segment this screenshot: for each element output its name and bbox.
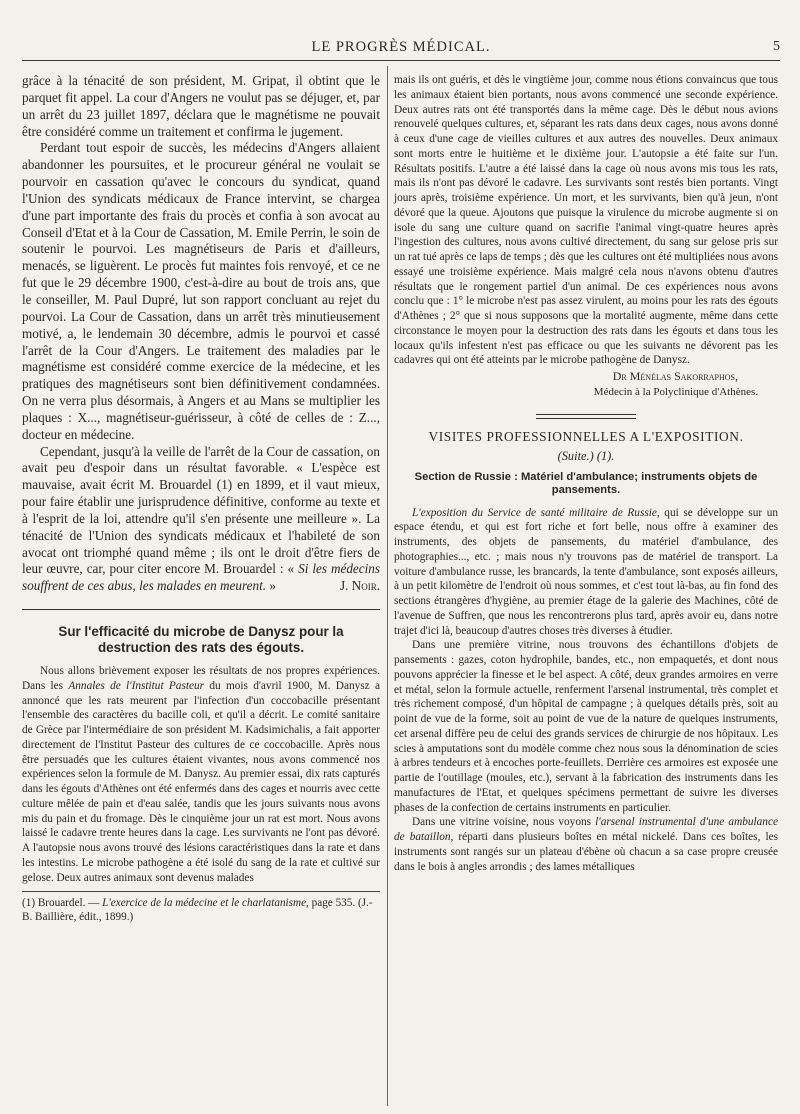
- footnote-separator: [22, 891, 380, 892]
- paragraph: mais ils ont guéris, et dès le vingtième jour, comme nous étions convaincus que tous les animaux étaient bien portants, nous avons commencé une seconde expérience. Deux autres rats ont été transportés dans la même cage. Dès le début nous avions renouvelé quelques cultures, et, séparant les rats dans deux cages, nous avons donné à ceux d'une cage de vieilles cultures et aux autres des nouvelles. Deux animaux sont morts entre le huitième et le dixième jour. L'autopsie a été faite sur l'un. Résultats positifs. L'autre a été laissé dans la cage où nous avons mis tous les rats, mais ils n'ont pas dévoré le cadavre. Les survivants sont restés bien portants. Vingt jours après, troisième expérience. Un mort, et les survivants, bien qu'à jeun, n'ont dévoré que la queue. Ajoutons que puisque la virulence du microbe augmente si on isole du sang une culture quand on sacrifie l'animal vingt-quatre heures après l'ingestion des cultures, nous avons cultivé directement, du sang sur gelose pris sur un rat tué après ce laps de temps ; dès que les cultures ont été multipliées nous avons essayé une troisième expérience. Mais malgré cela nous n'avons obtenu d'autres résultats que le rongement partiel d'un animal. De ces expériences nous avons conclu que : 1° le microbe n'est pas assez virulent, au moins pour les rats des égouts d'Athènes ; 2° que si nous supposons que la mortalité augmente, même dans cette circonstance le moyen pour la destruction des rats dans les égouts et dans tous les locaux qu'ils infestent n'est pas efficace ou que les suivants ne dévorent pas les cadavres qui ont été atteints par le microbe pathogène de Danysz.: [394, 74, 778, 367]
- paragraph: Perdant tout espoir de succès, les médecins d'Angers allaient abandonner les poursuites, et le procureur général ne voulait se pourvoir en cassation qu'avec le concours du syndicat, quand l'Union des syndicats médicaux de France intervint, se chargea d'une part importante des frais du procès et confia à son avocat au Conseil d'Etat et à la Cour de Cassation, M. Emile Perrin, le soin de soutenir le pourvoi. Les magnétiseurs de Paris et d'ailleurs, menacés, se liguèrent. Le procès fut maintes fois renvoyé, et ce ne fut que le 29 décembre 1900, c'est-à-dire au bout de trois ans, que le conseiller, M. Paul Dupré, lut son rapport concluant au rejet du pourvoi. La Cour de Cassation, dans un arrêt très minutieusement motivé, a, le lendemain 30 décembre, admis le pourvoi et cassé l'arrêt de la Cour d'Angers. Le traitement des maladies par le magnétisme est considéré comme exercice de la médecine, et les pratiques des magnétiseurs sont bien définitivement condamnées. On ne verra plus désormais, à Angers et au Mans se multiplier les plaques : X..., magnétiseur-guérisseur, à côté de celles de : Z..., docteur en médecine.: [22, 140, 380, 442]
- running-header: [22, 36, 780, 61]
- paragraph-text: Cependant, jusqu'à la veille de l'arrêt de la Cour de cassation, on avait peu d'espoir dans un résultat favorable. « L'espèce est mauvaise, avait écrit M. Brouardel (1) en 1899, et il vaut mieux, pour faire établir une jurisprudence définitive, conforme au texte et à l'esprit de la loi, attendre qu'il s'en présente une meilleure ». La ténacité de l'Union des syndicats médicaux et l'habileté de son avocat ont triomphé quand même ; ils ont le droit d'être fiers de leur œuvre, car, pour citer encore M. Brouardel : «: [22, 443, 380, 577]
- footnote-text: page 535. (J.-B. Baillière, édit., 1899.): [22, 897, 373, 923]
- paragraph-text: qui se développe sur un espace étendu, et qui est fort riche et fort belle, nous offre à examiner des instruments, des objets de pansements, du matériel d'ambulance, des photographies..., etc. ; mais nous n'y trouvons pas de matériel de transport. La voiture d'ambulance russe, les brancards, la tente d'ambulance, sont exposés ailleurs, à un petit kilomètre de l'endroit où nous sommes, et c'est tout là-bas, au fin fond des sections étrangères d'hygiène, au premier étage de la galerie des Machines, côté de l'avenue de Suffren, que nous les rencontrerons plus tard, après avoir eu, dans notre trajet d'ici là, beaucoup d'autres choses très diverses à étudier.: [394, 506, 778, 637]
- footnote: [22, 897, 380, 924]
- paragraph: [22, 444, 380, 596]
- quote-close: »: [266, 578, 276, 594]
- journal-title: LE PROGRÈS MÉDICAL.: [311, 39, 491, 55]
- left-column: [22, 73, 380, 924]
- journal-name: Annales de l'Institut Pasteur: [68, 679, 205, 692]
- paragraph: [394, 506, 778, 639]
- separator: [22, 609, 380, 610]
- paragraph: [22, 664, 380, 885]
- article-title: Sur l'efficacité du microbe de Danysz pour la destruction des rats des égouts.: [58, 624, 344, 656]
- signature-role: Médecin à la Polyclinique d'Athènes.: [593, 386, 758, 398]
- signature-name: Dr Ménélas Sakorraphos,: [612, 369, 738, 383]
- paragraph: grâce à la ténacité de son président, M. Gripat, il obtint que le parquet fit appel. La cour d'Angers ne voulut pas se déjuger, et, par un arrêt du 23 juillet 1897, déclara que le magnétisme ne pouvait être considéré comme un traitement et confirma le jugement.: [22, 73, 380, 139]
- section-suite: (Suite.) (1).: [557, 448, 615, 463]
- italic-phrase: l'arsenal instrumental d'une ambulance de bataillon,: [394, 816, 778, 844]
- paragraph-text: du mois d'avril 1900, M. Danysz a annoncé que les rats meurent par l'infection d'un coccobacille présentant l'ensemble des caractères du bacille coli, et qu'il a décrit. Le comité sanitaire de Grèce par l'intermédiaire de son président M. Kadsimichalis, a fait apporter directement de l'Institut Pasteur des cultures de ce coccobacille. Après nous être persuadés que les cultures étaient vivantes, nous avons commencé nos expériences selon la formule de M. Danysz. Au premier essai, dix rats capturés dans les égouts d'Athènes ont été enfermés dans des cages et nourris avec cette culture mêlée de pain et d'eau salée, tandis que les jours suivants nous avons mis du pain et du fromage. Dès le cinquième jour un rat est mort. Nous avons laissé le cadavre trente heures dans la cage. Les survivants ne l'ont pas dévoré. A l'autopsie nous avons trouvé des lésions caractéristiques dans la rate et dans les intestins. Le microbe pathogène a été isolé du sang de la rate et cultivé sur gelose. Deux autres animaux sont devenus malades: [22, 679, 380, 884]
- column-divider: [387, 66, 388, 1106]
- paragraph-text: réparti dans plusieurs boîtes en métal nickelé. Dans ces boîtes, les instruments sont rangés sur un plateau d'ébène où chacun a sa case propre creusée dans le bois à angles arrondis ; des lames métalliques: [394, 831, 779, 873]
- right-column: [394, 73, 778, 874]
- subsection-title: Section de Russie : Matériel d'ambulance; instruments objets de pansements.: [414, 470, 758, 497]
- paragraph: Dans une première vitrine, nous trouvons des échantillons d'objets de pansements : gazes, coton hydrophile, bandes, etc., non empaquetés, et dont nous pouvons apprécier la finesse et le bel aspect. A côté, deux grandes armoires en verre et métal, selon la formule actuelle, renferment l'arsenal instrumental, très complet et très richement composé, d'un hôpital de campagne ; à quelques détails près, soit au point de vue de la forme, soit au point de vue de la nature de quelques instruments, cet arsenal diffère peu de celui des grands services de chirurgie de nos hôpitaux. Les scies à amputations sont du modèle comme chez nous sous la dénomination de scies à arbres tendeurs et à encoches porte-feuillets. Derrière ces armoires est exposée une partie de l'outillage (moules, etc.), servant à la fabrication des instruments dans les manufactures de l'Etat, et quelques spécimens permettant de suivre les diverses phases de la confection de certains instruments en particulier.: [394, 639, 778, 814]
- paragraph: [394, 815, 778, 874]
- paragraph-text: Nous allons brièvement exposer les résultats de nos propres expériences. Dans les: [22, 665, 380, 692]
- section-separator: [536, 414, 636, 419]
- paragraph-text: Dans une vitrine voisine, nous voyons: [412, 816, 596, 829]
- footnote-book: L'exercice de la médecine et le charlatanisme,: [102, 897, 309, 910]
- quote: Si les médecins souffrent de ces abus, les malades en meurent.: [22, 561, 381, 594]
- italic-phrase: L'exposition du Service de santé militaire de Russie,: [412, 506, 660, 519]
- signature-block: [394, 368, 778, 400]
- section-title: VISITES PROFESSIONNELLES A L'EXPOSITION.: [428, 429, 744, 444]
- footnote-text: (1) Brouardel. —: [22, 897, 103, 910]
- page-number: 5: [773, 39, 780, 54]
- author-signature: J. Noir.: [339, 578, 380, 594]
